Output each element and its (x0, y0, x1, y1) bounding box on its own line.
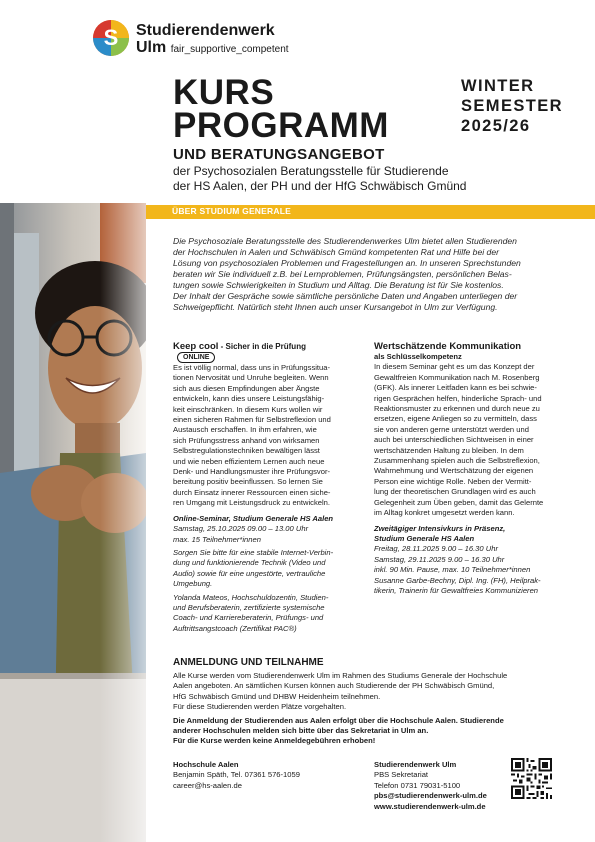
course-description-line: Es ist völlig normal, dass uns in Prüfungssitua- (173, 363, 331, 372)
course-description-line: Wahrnehmung und Wertschätzung der eigenen (374, 466, 534, 476)
course-format-line: Zweitägiger Intensivkurs in Präsenz, (374, 523, 506, 533)
course-description-line: Selbstregulationstechniken bewältigen lässt (173, 446, 320, 456)
header-description-line: der Psychosozialen Beratungsstelle für Studierende (173, 164, 449, 178)
contact-person: Benjamin Späth, Tel. 07361 576-1059 (173, 770, 300, 780)
course-date-line: Freitag, 28.11.2025 9.00 – 16.30 Uhr (374, 544, 498, 554)
course-description-line: Gelegenheit zum Üben geben, damit das Gelernte (374, 497, 544, 507)
course-description (173, 363, 345, 509)
course-description-line: sich aus diesen Empfindungen aber Ängste (173, 383, 320, 393)
registration-bold-line: Die Anmeldung der Studierenden aus Aalen erfolgt über die Hochschule Aalen. Studierende (173, 715, 504, 725)
course-description-line: Austausch erschaffen. In ihm erfahren, wie (173, 425, 317, 435)
course-description-line: auch bei unterschiedlichen Sichtweisen in einer (374, 435, 534, 445)
course-description-line: ren Umgang mit Leistungsdruck zu entwickeln. (173, 498, 331, 508)
page-subtitle: UND BERATUNGSANGEBOT (173, 146, 385, 163)
header-description (173, 164, 473, 193)
course-description-line: (GFK). Als innerer Leitfaden kann es bei schwie- (374, 383, 537, 393)
course-description (374, 362, 590, 518)
semester-label (461, 76, 563, 136)
course-date-line: Samstag, 25.10.2025 09.00 – 13.00 Uhr (173, 524, 309, 534)
course-description-line: sich Prüfungsstress anhand von wirksamen (173, 435, 320, 445)
semester-line: 2025/26 (461, 117, 531, 135)
course-description-line: Denk- und Handlungsmuster ihre Prüfungsvor- (173, 467, 331, 477)
course-note-line: Audio) sowie für eine ungestörte, vertrauliche (173, 568, 326, 578)
course-trainer-line: Coach- und Karriereberaterin, Prüfungs- und (173, 613, 324, 623)
contact-dept: PBS Sekretariat (374, 770, 429, 780)
course-trainer-line: und Berufsberaterin, zertifizierte systemische (173, 602, 325, 612)
course-description-line: einen sicheren Rahmen für Selbstreflexion und (173, 415, 331, 425)
course-title-suffix: - Sicher in die Prüfung (218, 342, 306, 351)
contact-hs-aalen (173, 760, 300, 791)
course-trainer-line: Susanne Garbe-Bechny, Dipl. Ing. (FH), Heilprak- (374, 575, 541, 585)
course-note-line: Sorgen Sie bitte für eine stabile Internet-Verbin- (173, 547, 334, 557)
course-format (374, 524, 590, 545)
course-description-line: wertschätzenden Haltung zu bleiben. In dem (374, 445, 524, 455)
course-trainer (173, 593, 345, 635)
registration-bold-line: Für die Kurse werden keine Anmeldegebühren erhoben! (173, 736, 376, 746)
semester-line: SEMESTER (461, 97, 563, 115)
photo-fade (100, 203, 170, 842)
studierendenwerk-logo-icon (93, 20, 129, 56)
brand-tagline: fair_supportive_competent (170, 44, 289, 55)
semester-line: WINTER (461, 77, 535, 95)
course-trainer-line: Yolanda Mateos, Hochschuldozentin, Studien- (173, 592, 329, 602)
course-description-line: im Alltag konkret umgesetzt werden kann. (374, 508, 515, 518)
course-date-line: max. 15 Teilnehmer*innen (173, 534, 261, 544)
svg-text:S: S (103, 25, 119, 50)
intro-line: Die Psychosoziale Beratungsstelle des Studierendenwerkes Ulm bietet allen Studierenden (173, 236, 517, 246)
header-description-line: der HS Aalen, der PH und der HfG Schwäbisch Gmünd (173, 178, 467, 193)
brand-city-line (136, 39, 289, 58)
course-trainer-line: Auftrittsangstcoach (Zertifikat PAC®) (173, 623, 297, 633)
course-title (173, 341, 345, 363)
section-band (146, 205, 595, 219)
course-keep-cool (173, 341, 345, 634)
course-description-line: tionen Nervosität und Unruhe begleiten. Wenn (173, 373, 329, 383)
contact-website-link[interactable]: www.studierendenwerk-ulm.de (374, 801, 486, 811)
contact-studierendenwerk (374, 760, 487, 812)
contact-phone: Telefon 0731 79031-5100 (374, 780, 461, 790)
intro-line: Lösung von psychosozialen Problemen und Fragestellungen an. In unseren Sprechstunden (173, 258, 521, 268)
course-description-line: durch Einsatz innerer Ressourcen einen siche- (173, 487, 331, 497)
course-description-line: Gewaltfreien Kommunikation nach M. Rosenberg (374, 372, 540, 382)
brand-city: Ulm (136, 39, 167, 56)
course-description-line: ersetzen, eigene Anliegen so zu vermitteln, dass (374, 414, 537, 424)
contact-email-link[interactable]: career@hs-aalen.de (173, 780, 242, 790)
course-description-line: keit einschränken. In diesem Kurs wollen wir (173, 404, 323, 414)
course-description-line: lung der theoretischen Grundlagen wird es auch (374, 487, 536, 497)
course-description-line: rigen Gesprächen helfen, hinderliche Sprach- und (374, 393, 542, 403)
page-title (173, 73, 389, 145)
contact-name: Studierendenwerk Ulm (374, 760, 457, 769)
course-title: Wertschätzende Kommunikation (374, 341, 522, 352)
course-trainer (374, 576, 590, 597)
course-format-line: Studium Generale HS Aalen (374, 533, 475, 543)
registration-line: Alle Kurse werden vom Studierendenwerk Ulm im Rahmen des Studiums Generale der Hochschule (173, 671, 508, 680)
course-note-line: Umgebung. (173, 579, 213, 589)
course-description-line: Person eine wichtige Rolle. Neben der Vermitt- (374, 476, 532, 486)
qr-code-icon[interactable] (511, 758, 552, 799)
registration-line: HfG Schwäbisch Gmünd und DHBW Heidenheim teilnehmen. (173, 691, 381, 701)
course-dates (374, 544, 590, 575)
section-band-label: ÜBER STUDIUM GENERALE (172, 206, 291, 216)
registration-line: Aalen angeboten. An sämtlichen Kursen können auch Studierende der PH Schwäbisch Gmünd, (173, 681, 495, 691)
course-note-line: dung und funktionierende Technik (Video und (173, 558, 326, 568)
title-line-1: KURS (173, 73, 275, 112)
course-description-line: In diesem Seminar geht es um das Konzept der (374, 362, 535, 372)
course-subtitle: als Schlüsselkompetenz (374, 352, 462, 361)
course-date-line: inkl. 90 Min. Pause, max. 10 Teilnehmer*innen (374, 565, 531, 575)
course-dates (173, 524, 345, 545)
registration-text (173, 671, 591, 747)
course-description-line: entwickeln, kann dies unsere Leistungsfähig- (173, 394, 325, 404)
course-description-line: und wie neben effizientem Lernen auch neue (173, 456, 325, 466)
contact-email-link[interactable]: pbs@studierendenwerk-ulm.de (374, 791, 487, 801)
course-wertschaetzende-kommunikation (374, 341, 590, 596)
intro-line: beraten wir Sie individuell z.B. bei Lernproblemen, Prüfungsängsten, persönlichen Belas- (173, 269, 512, 279)
course-description-line: Reaktionsmuster zu erkennen und durch neue zu (374, 404, 540, 414)
intro-line: Der Inhalt der Gespräche sowie sämtliche persönliche Daten und Angaben unterliegen der (173, 291, 518, 301)
online-badge: ONLINE (177, 352, 215, 363)
brand-name: Studierendenwerk (136, 22, 275, 39)
contact-name: Hochschule Aalen (173, 760, 239, 769)
course-date-line: Samstag, 29.11.2025 9.00 – 16.30 Uhr (374, 554, 505, 564)
course-title-main: Keep cool (173, 341, 219, 352)
course-description-line: sie von anderen gerne unterstützt werden und (374, 424, 529, 434)
registration-title: ANMELDUNG UND TEILNAHME (173, 657, 324, 668)
registration-line: Für diese Studierenden werden Plätze vorgehalten. (173, 702, 347, 712)
course-note (173, 548, 345, 590)
course-description-line: bereitung positiv beeinflussen. So lernen Sie (173, 477, 323, 487)
course-trainer-line: tikerin, Trainerin für Gewaltfreies Kommunizieren (374, 585, 539, 595)
intro-line: tungen sowie Schwierigkeiten in Studium und Alltag. Die Beratung ist für Sie kostenlos. (173, 280, 504, 290)
intro-line: Schweigepflicht. Natürlich steht Ihnen auch unser Kursangebot in Ulm zur Verfügung. (173, 302, 498, 312)
course-format: Online-Seminar, Studium Generale HS Aalen (173, 513, 334, 523)
intro-line: der Hochschulen in Aalen und Schwäbisch Gmünd kompetenten Rat und Hilfe bei der (173, 247, 499, 257)
registration-bold-line: anderer Hochschulen melden sich bitte über das Sekretariat in Ulm an. (173, 726, 429, 736)
course-description-line: Zusammenhang spielen auch die Selbstreflexion, (374, 456, 540, 466)
intro-text (173, 236, 591, 313)
title-line-2: PROGRAMM (173, 106, 389, 145)
